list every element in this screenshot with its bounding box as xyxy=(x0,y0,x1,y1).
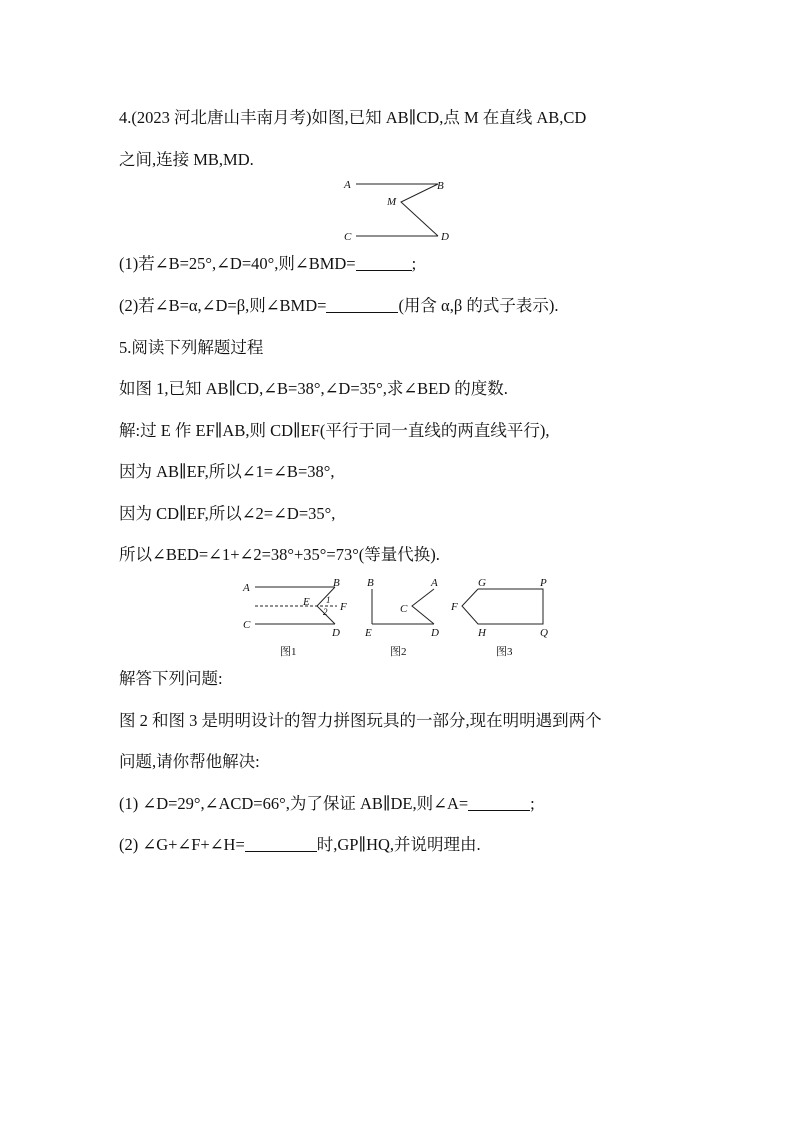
q5-solution-line: 如图 1,已知 AB∥CD,∠B=38°,∠D=35°,求∠BED 的度数. xyxy=(119,379,508,398)
answer-blank[interactable] xyxy=(245,835,317,852)
q4-label-d: D xyxy=(441,231,449,243)
fig2-label-c: C xyxy=(400,603,408,615)
q5-intro-line-1: 图 2 和图 3 是明明设计的智力拼图玩具的一部分,现在明明遇到两个 xyxy=(119,711,602,730)
q5-title: 5.阅读下列解题过程 xyxy=(119,338,264,357)
q4-part-1 xyxy=(119,254,416,274)
fig2-caption: 图2 xyxy=(390,646,407,658)
q5-solution-line: 因为 CD∥EF,所以∠2=∠D=35°, xyxy=(119,504,336,523)
q4-part-2-text: (2)若∠B=α,∠D=β,则∠BMD= xyxy=(119,296,327,315)
fig2-label-b: B xyxy=(367,577,374,589)
q4-stem-line-2: 之间,连接 MB,MD. xyxy=(119,150,254,169)
q4-label-c: C xyxy=(344,231,352,243)
q5-answer-heading: 解答下列问题: xyxy=(119,669,223,688)
fig1-label-c: C xyxy=(243,619,251,631)
fig2-label-d: D xyxy=(431,627,439,639)
q4-part-1-end: ; xyxy=(411,254,417,273)
q4-label-a: A xyxy=(344,179,351,191)
fig1-caption: 图1 xyxy=(280,646,297,658)
q4-part-1-text: (1)若∠B=25°,∠D=40°,则∠BMD= xyxy=(119,254,356,273)
fig1-label-d: D xyxy=(332,627,340,639)
fig3-caption: 图3 xyxy=(496,646,513,658)
q4-label-b: B xyxy=(437,180,444,192)
fig2-label-a: A xyxy=(431,577,438,589)
fig1-label-b: B xyxy=(333,577,340,589)
q5-solution-line: 解:过 E 作 EF∥AB,则 CD∥EF(平行于同一直线的两直线平行), xyxy=(119,421,550,440)
q5-figure-3 xyxy=(448,574,558,660)
q5-part-1 xyxy=(119,794,535,814)
q5-part-1-text: (1) ∠D=29°,∠ACD=66°,为了保证 AB∥DE,则∠A= xyxy=(119,794,469,813)
fig3-label-f: F xyxy=(451,601,458,613)
q5-figure-1 xyxy=(240,574,355,660)
fig3-label-q: Q xyxy=(540,627,548,639)
answer-blank[interactable] xyxy=(326,296,398,313)
q5-solution-line: 因为 AB∥EF,所以∠1=∠B=38°, xyxy=(119,462,335,481)
fig2-label-e: E xyxy=(365,627,372,639)
q4-figure xyxy=(338,174,458,244)
fig1-label-f: F xyxy=(340,601,347,613)
fig3-label-h: H xyxy=(478,627,486,639)
fig1-label-angle-2: 2 xyxy=(323,607,328,617)
answer-blank[interactable] xyxy=(468,794,530,811)
q5-part-1-end: ; xyxy=(530,794,535,813)
q4-part-2-end: (用含 α,β 的式子表示). xyxy=(398,296,559,315)
q4-stem-line-1: 4.(2023 河北唐山丰南月考)如图,已知 AB∥CD,点 M 在直线 AB,CD xyxy=(119,108,587,127)
q5-figure-2 xyxy=(362,574,452,660)
q4-part-2 xyxy=(119,296,558,316)
fig3-label-g: G xyxy=(478,577,486,589)
fig2-polyline-acd xyxy=(412,589,434,624)
q5-solution-line: 所以∠BED=∠1+∠2=38°+35°=73°(等量代换). xyxy=(119,545,440,564)
q5-intro-line-2: 问题,请你帮他解决: xyxy=(119,752,260,771)
fig1-label-e: E xyxy=(303,596,310,608)
answer-blank[interactable] xyxy=(356,254,412,271)
q4-polyline-bmd xyxy=(401,184,438,236)
fig3-label-p: P xyxy=(540,577,547,589)
fig1-label-angle-1: 1 xyxy=(326,595,331,605)
fig3-polyline-gfhqp xyxy=(462,589,543,624)
q5-part-2 xyxy=(119,835,481,855)
fig1-label-a: A xyxy=(243,582,250,594)
q5-part-2-text: (2) ∠G+∠F+∠H= xyxy=(119,835,245,854)
q4-label-m: M xyxy=(387,196,397,208)
q5-part-2-end: 时,GP∥HQ,并说明理由. xyxy=(316,835,481,854)
